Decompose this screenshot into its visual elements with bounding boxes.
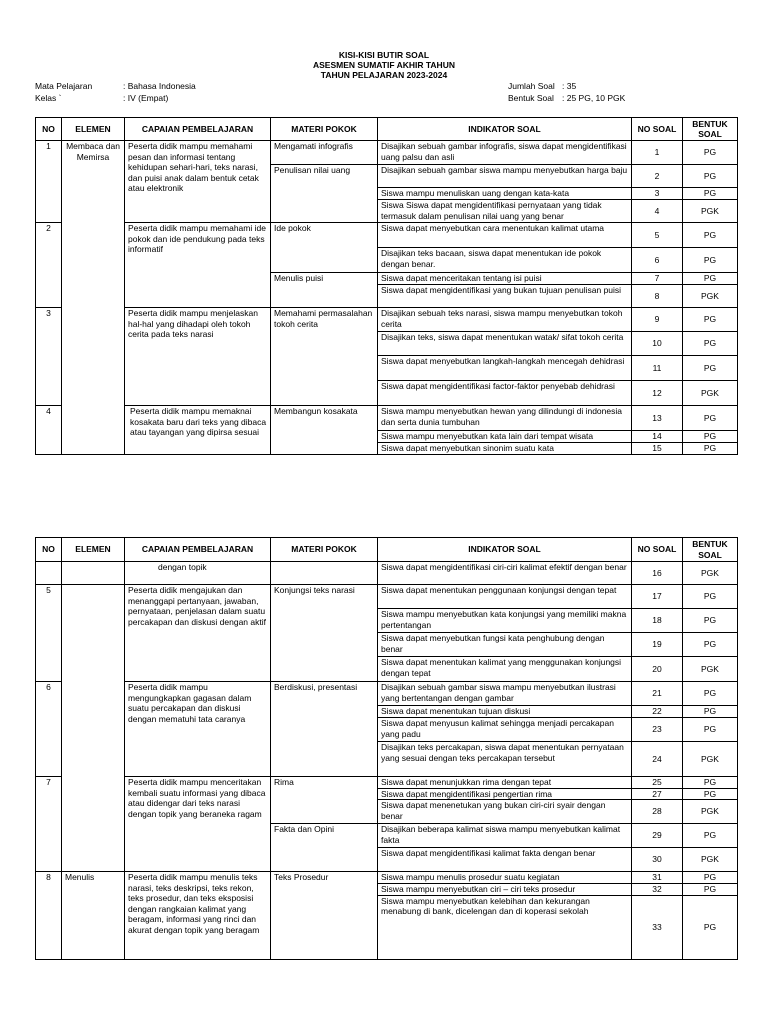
bentuk-cell: PG — [683, 188, 738, 200]
indikator-cell: Disajikan sebuah gambar infografis, siswa dapat mengidentifikasi uang palsu dan asli — [378, 141, 632, 165]
col-no-soal: NO SOAL — [632, 538, 683, 562]
no-soal-cell: 31 — [632, 872, 683, 884]
kelas-label: Kelas ` — [35, 93, 62, 103]
indikator-cell: Siswa mampu menyebutkan kata lain dari tempat wisata — [378, 431, 632, 443]
capaian-cell: Peserta didik mengajukan dan menanggapi pertanyaan, jawaban, pernyataan, penjelasan dalam suatu percakapan dan diskusi dengan aktif — [125, 585, 271, 682]
materi-cell: Rima — [271, 777, 378, 824]
indikator-cell: Siswa dapat mengidentifikasi yang bukan tujuan penulisan puisi — [378, 285, 632, 308]
bentuk-cell: PG — [683, 609, 738, 633]
col-capaian: CAPAIAN PEMBELAJARAN — [125, 538, 271, 562]
bentuk-cell: PGK — [683, 800, 738, 824]
materi-cell: Ide pokok — [271, 223, 378, 273]
no-soal-cell: 17 — [632, 585, 683, 609]
no-soal-cell: 19 — [632, 633, 683, 657]
bentuk-cell: PG — [683, 633, 738, 657]
bentuk-cell: PG — [683, 788, 738, 800]
no-soal-cell: 6 — [632, 248, 683, 273]
indikator-cell: Siswa dapat menentukan kalimat yang menggunakan konjungsi dengan tepat — [378, 657, 632, 682]
indikator-cell: Siswa dapat menyusun kalimat sehingga menjadi percakapan yang padu — [378, 718, 632, 742]
mapel-value: : Bahasa Indonesia — [123, 81, 196, 91]
no-soal-cell: 16 — [632, 562, 683, 585]
materi-cell: Menulis puisi — [271, 273, 378, 308]
kisi-table-page1 — [35, 117, 738, 455]
jumlah-label: Jumlah Soal — [508, 81, 555, 91]
bentuk-value: : 25 PG, 10 PGK — [562, 93, 626, 103]
table-row — [36, 562, 738, 585]
bentuk-cell: PG — [683, 824, 738, 848]
bentuk-cell: PG — [683, 718, 738, 742]
row-number: 8 — [36, 872, 62, 960]
indikator-cell: Disajikan teks, siswa dapat menentukan watak/ sifat tokoh cerita — [378, 332, 632, 356]
no-soal-cell: 20 — [632, 657, 683, 682]
bentuk-cell: PG — [683, 872, 738, 884]
bentuk-cell: PGK — [683, 657, 738, 682]
no-soal-cell: 15 — [632, 443, 683, 455]
no-soal-cell: 1 — [632, 141, 683, 165]
indikator-cell: Siswa dapat menceritakan tentang isi puisi — [378, 273, 632, 285]
elemen-cell: Menulis — [62, 872, 125, 960]
indikator-cell: Siswa mampu menuliskan uang dengan kata-kata — [378, 188, 632, 200]
col-materi: MATERI POKOK — [271, 538, 378, 562]
no-soal-cell: 9 — [632, 308, 683, 332]
no-soal-cell: 5 — [632, 223, 683, 248]
indikator-cell: Siswa dapat menyebutkan cara menentukan kalimat utama — [378, 223, 632, 248]
indikator-cell: Disajikan sebuah teks narasi, siswa mampu menyebutkan tokoh cerita — [378, 308, 632, 332]
bentuk-cell: PG — [683, 332, 738, 356]
bentuk-cell: PG — [683, 356, 738, 381]
indikator-cell: Siswa mampu menyebutkan kelebihan dan kekurangan menabung di bank, dicelengan dan di koperasi sekolah — [378, 895, 632, 959]
table-row — [36, 141, 738, 165]
capaian-cell: Peserta didik mampu memaknai kosakata baru dari teks yang dibaca atau tayangan yang dipirsa sesuai — [125, 406, 271, 455]
indikator-cell: Siswa Siswa dapat mengidentifikasi pernyataan yang tidak termasuk dalam penulisan nilai uang yang benar — [378, 200, 632, 223]
bentuk-cell: PGK — [683, 848, 738, 872]
col-capaian: CAPAIAN PEMBELAJARAN — [125, 118, 271, 141]
no-soal-cell: 25 — [632, 777, 683, 789]
capaian-cell: Peserta didik mampu menceritakan kembali suatu informasi yang dibaca atau didengar dari teks narasi dengan topik yang beraneka ragam — [125, 777, 271, 872]
bentuk-cell: PG — [683, 895, 738, 959]
indikator-cell: Siswa dapat mengidentifikasi pengertian rima — [378, 788, 632, 800]
meta-left — [35, 80, 196, 104]
capaian-cell: Peserta didik mampu memahami ide pokok dan ide pendukung pada teks informatif — [125, 223, 271, 308]
row-number: 6 — [36, 682, 62, 777]
table-row — [36, 308, 738, 332]
bentuk-cell: PG — [683, 443, 738, 455]
bentuk-cell: PG — [683, 406, 738, 431]
col-bentuk-soal: BENTUK SOAL — [683, 538, 738, 562]
meta-right — [508, 80, 625, 104]
indikator-cell: Siswa dapat menyebutkan langkah-langkah mencegah dehidrasi — [378, 356, 632, 381]
mapel-label: Mata Pelajaran — [35, 81, 93, 91]
col-no: NO — [36, 118, 62, 141]
col-elemen: ELEMEN — [62, 538, 125, 562]
doc-year: TAHUN PELAJARAN 2023-2024 — [320, 70, 448, 80]
bentuk-cell: PG — [683, 585, 738, 609]
row-number: 2 — [36, 223, 62, 308]
no-soal-cell: 18 — [632, 609, 683, 633]
indikator-cell: Siswa mampu menulis prosedur suatu kegiatan — [378, 872, 632, 884]
indikator-cell: Siswa mampu menyebutkan kata konjungsi yang memiliki makna pertentangan — [378, 609, 632, 633]
no-soal-cell: 10 — [632, 332, 683, 356]
no-soal-cell: 2 — [632, 165, 683, 188]
bentuk-cell: PG — [683, 165, 738, 188]
kisi-table-page2 — [35, 537, 738, 960]
elemen-cell: Membaca dan Memirsa — [62, 141, 125, 455]
bentuk-cell: PGK — [683, 200, 738, 223]
bentuk-cell: PGK — [683, 562, 738, 585]
row-number: 7 — [36, 777, 62, 872]
materi-cell: Fakta dan Opini — [271, 824, 378, 872]
row-number: 1 — [36, 141, 62, 223]
bentuk-cell: PG — [683, 273, 738, 285]
bentuk-cell: PG — [683, 248, 738, 273]
col-bentuk-soal: BENTUK SOAL — [683, 118, 738, 141]
indikator-cell: Siswa dapat menunjukkan rima dengan tepat — [378, 777, 632, 789]
doc-subtitle: ASESMEN SUMATIF AKHIR TAHUN — [313, 60, 455, 70]
no-soal-cell: 8 — [632, 285, 683, 308]
table-row — [36, 777, 738, 789]
bentuk-cell: PGK — [683, 285, 738, 308]
no-soal-cell: 21 — [632, 682, 683, 706]
table-row — [36, 682, 738, 706]
indikator-cell: Siswa mampu menyebutkan ciri – ciri teks prosedur — [378, 884, 632, 896]
no-soal-cell: 4 — [632, 200, 683, 223]
table-header-row — [36, 118, 738, 141]
materi-cell: Membangun kosakata — [271, 406, 378, 455]
table-row — [36, 223, 738, 248]
no-soal-cell: 7 — [632, 273, 683, 285]
indikator-cell: Siswa dapat menentukan tujuan diskusi — [378, 706, 632, 718]
col-indikator: INDIKATOR SOAL — [378, 118, 632, 141]
materi-cell: Mengamati infografis — [271, 141, 378, 165]
col-materi: MATERI POKOK — [271, 118, 378, 141]
no-soal-cell: 14 — [632, 431, 683, 443]
jumlah-value: : 35 — [562, 81, 577, 91]
row-number: 4 — [36, 406, 62, 455]
bentuk-cell: PG — [683, 223, 738, 248]
materi-cell: Penulisan nilai uang — [271, 165, 378, 223]
bentuk-cell: PG — [683, 431, 738, 443]
materi-cell: Memahami permasalahan tokoh cerita — [271, 308, 378, 406]
indikator-cell: Siswa dapat menyebutkan fungsi kata penghubung dengan benar — [378, 633, 632, 657]
bentuk-cell: PG — [683, 706, 738, 718]
col-indikator: INDIKATOR SOAL — [378, 538, 632, 562]
indikator-cell: Disajikan teks percakapan, siswa dapat menentukan pernyataan yang sesuai dengan teks percakapan tersebut — [378, 742, 632, 777]
no-soal-cell: 11 — [632, 356, 683, 381]
indikator-cell: Disajikan beberapa kalimat siswa mampu menyebutkan kalimat fakta — [378, 824, 632, 848]
col-no-soal: NO SOAL — [632, 118, 683, 141]
col-no: NO — [36, 538, 62, 562]
capaian-cell: dengan topik — [125, 562, 271, 585]
no-soal-cell: 24 — [632, 742, 683, 777]
bentuk-cell: PG — [683, 308, 738, 332]
row-number: 5 — [36, 585, 62, 682]
no-soal-cell: 33 — [632, 895, 683, 959]
table-row — [36, 585, 738, 609]
capaian-cell: Peserta didik mampu menulis teks narasi, teks deskripsi, teks rekon, teks prosedur, dan teks eksposisi dengan rangkaian kalimat yang beragam, informasi yang rinci dan akurat dengan topik yang beragam — [125, 872, 271, 960]
table-row — [36, 872, 738, 884]
bentuk-cell: PGK — [683, 381, 738, 406]
capaian-cell: Peserta didik mampu mengungkapkan gagasan dalam suatu percakapan dan diskusi dengan mematuhi tata caranya — [125, 682, 271, 777]
bentuk-cell: PGK — [683, 742, 738, 777]
doc-title: KISI-KISI BUTIR SOAL — [338, 50, 430, 60]
indikator-cell: Siswa dapat mengidentifikasi ciri-ciri kalimat efektif dengan benar — [378, 562, 632, 585]
indikator-cell: Siswa dapat mengidentifikasi kalimat fakta dengan benar — [378, 848, 632, 872]
materi-cell: Konjungsi teks narasi — [271, 585, 378, 682]
document-header — [0, 50, 768, 80]
indikator-cell: Siswa mampu menyebutkan hewan yang dilindungi di indonesia dan serta dunia tumbuhan — [378, 406, 632, 431]
no-soal-cell: 29 — [632, 824, 683, 848]
table-row — [36, 406, 738, 431]
bentuk-label: Bentuk Soal — [508, 93, 554, 103]
no-soal-cell: 27 — [632, 788, 683, 800]
table-header-row — [36, 538, 738, 562]
no-soal-cell: 23 — [632, 718, 683, 742]
no-soal-cell: 30 — [632, 848, 683, 872]
col-elemen: ELEMEN — [62, 118, 125, 141]
capaian-cell: Peserta didik mampu menjelaskan hal-hal yang dihadapi oleh tokoh cerita pada teks narasi — [125, 308, 271, 406]
capaian-cell: Peserta didik mampu memahami pesan dan informasi tentang kehidupan sehari-hari, teks narasi, dan puisi anak dalam bentuk cetak atau elektronik — [125, 141, 271, 223]
indikator-cell: Siswa dapat menyebutkan sinonim suatu kata — [378, 443, 632, 455]
no-soal-cell: 28 — [632, 800, 683, 824]
indikator-cell: Siswa dapat menentukan penggunaan konjungsi dengan tepat — [378, 585, 632, 609]
no-soal-cell: 12 — [632, 381, 683, 406]
bentuk-cell: PG — [683, 884, 738, 896]
no-soal-cell: 3 — [632, 188, 683, 200]
materi-cell: Berdiskusi, presentasi — [271, 682, 378, 777]
indikator-cell: Disajikan sebuah gambar siswa mampu menyebutkan harga baju — [378, 165, 632, 188]
bentuk-cell: PG — [683, 682, 738, 706]
no-soal-cell: 13 — [632, 406, 683, 431]
materi-cell: Teks Prosedur — [271, 872, 378, 960]
indikator-cell: Siswa dapat mengidentifikasi factor-faktor penyebab dehidrasi — [378, 381, 632, 406]
indikator-cell: Siswa dapat menenetukan yang bukan ciri-ciri syair dengan benar — [378, 800, 632, 824]
bentuk-cell: PG — [683, 141, 738, 165]
row-number: 3 — [36, 308, 62, 406]
no-soal-cell: 32 — [632, 884, 683, 896]
bentuk-cell: PG — [683, 777, 738, 789]
kelas-value: : IV (Empat) — [123, 93, 169, 103]
indikator-cell: Disajikan sebuah gambar siswa mampu menyebutkan ilustrasi yang bertentangan dengan gambar — [378, 682, 632, 706]
indikator-cell: Disajikan teks bacaan, siswa dapat menentukan ide pokok dengan benar. — [378, 248, 632, 273]
no-soal-cell: 22 — [632, 706, 683, 718]
